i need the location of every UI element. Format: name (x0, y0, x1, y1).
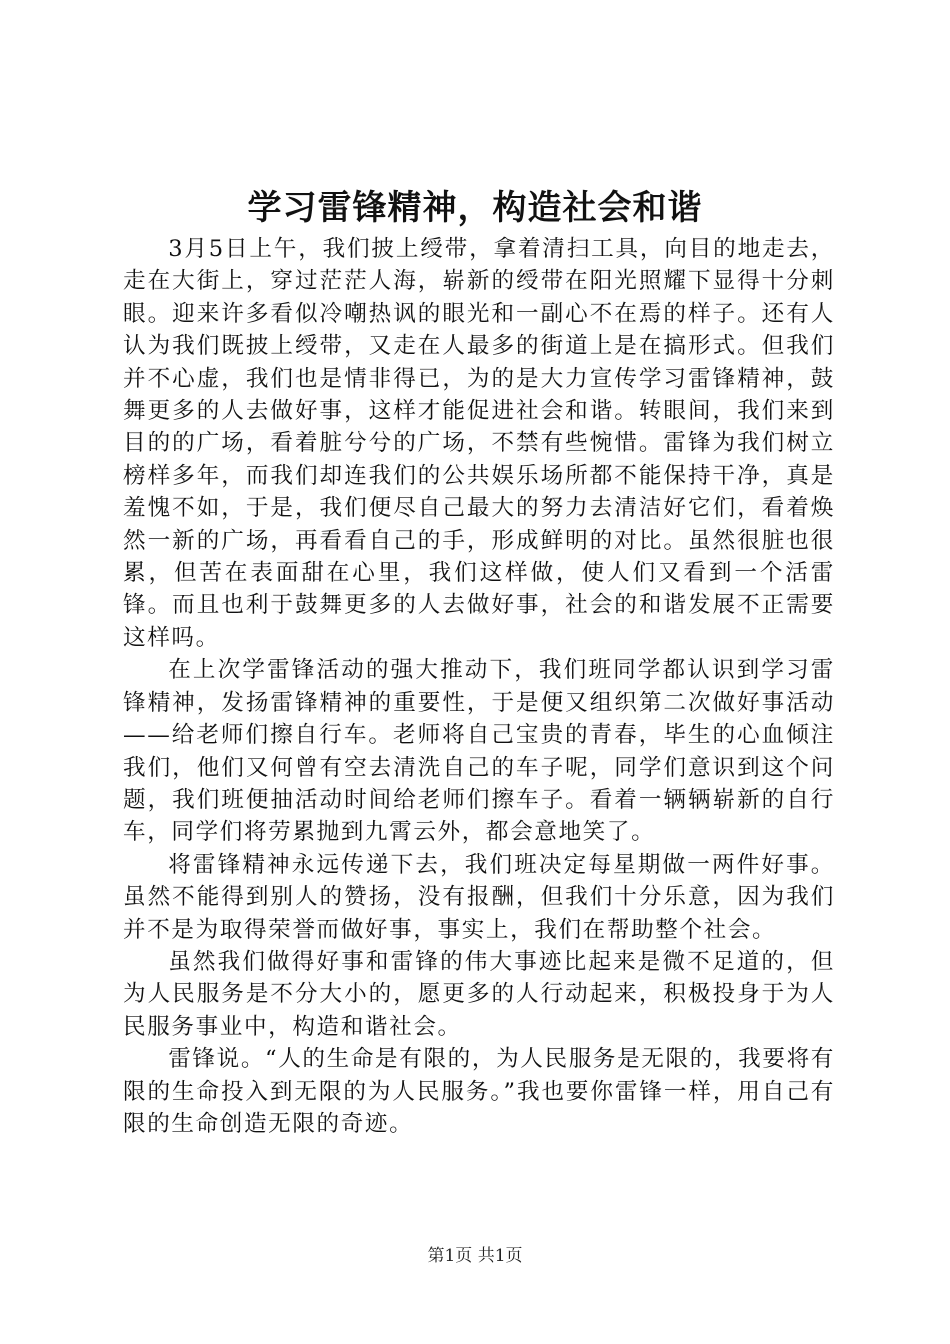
paragraph-4: 虽然我们做得好事和雷锋的伟大事迹比起来是微不足道的，但为人民服务是不分大小的，愿更多的人行动起来，积极投身于为人民服务事业中，构造和谐社会。 (123, 948, 835, 1040)
paragraph-2: 在上次学雷锋活动的强大推动下，我们班同学都认识到学习雷锋精神，发扬雷锋精神的重要性，于是便又组织第二次做好事活动——给老师们擦自行车。老师将自己宝贵的青春，毕生的心血倾注我们，他们又何曾有空去清洗自己的车子呢，同学们意识到这个问题，我们班便抽活动时间给老师们擦车子。看着一辆辆崭新的自行车，同学们将劳累抛到九霄云外，都会意地笑了。 (123, 657, 835, 846)
page-footer: 第1页 共1页 (427, 1246, 523, 1266)
paragraph-5: 雷锋说。“人的生命是有限的，为人民服务是无限的，我要将有限的生命投入到无限的为人民服务。”我也要你雷锋一样，用自己有限的生命创造无限的奇迹。 (123, 1046, 835, 1137)
document-body (123, 233, 835, 1140)
document-title: 学习雷锋精神，构造社会和谐 (247, 188, 703, 228)
paragraph-1: 3月5日上午，我们披上绶带，拿着清扫工具，向目的地走去，走在大街上，穿过茫茫人海，崭新的绶带在阳光照耀下显得十分刺眼。迎来许多看似冷嘲热讽的眼光和一副心不在焉的样子。还有人认为我们既披上绶带，又走在人最多的街道上是在搞形式。但我们并不心虚，我们也是情非得已，为的是大力宣传学习雷锋精神，鼓舞更多的人去做好事，这样才能促进社会和谐。转眼间，我们来到目的的广场，看着脏兮兮的广场，不禁有些惋惜。雷锋为我们树立榜样多年，而我们却连我们的公共娱乐场所都不能保持干净，真是羞愧不如，于是，我们便尽自己最大的努力去清洁好它们，看着焕然一新的广场，再看看自己的手，形成鲜明的对比。虽然很脏也很累，但苦在表面甜在心里，我们这样做，使人们又看到一个活雷锋。而且也利于鼓舞更多的人去做好事，社会的和谐发展不正需要这样吗。 (123, 236, 835, 651)
paragraph-3: 将雷锋精神永远传递下去，我们班决定每星期做一两件好事。虽然不能得到别人的赞扬，没有报酬，但我们十分乐意，因为我们并不是为取得荣誉而做好事，事实上，我们在帮助整个社会。 (123, 851, 835, 943)
